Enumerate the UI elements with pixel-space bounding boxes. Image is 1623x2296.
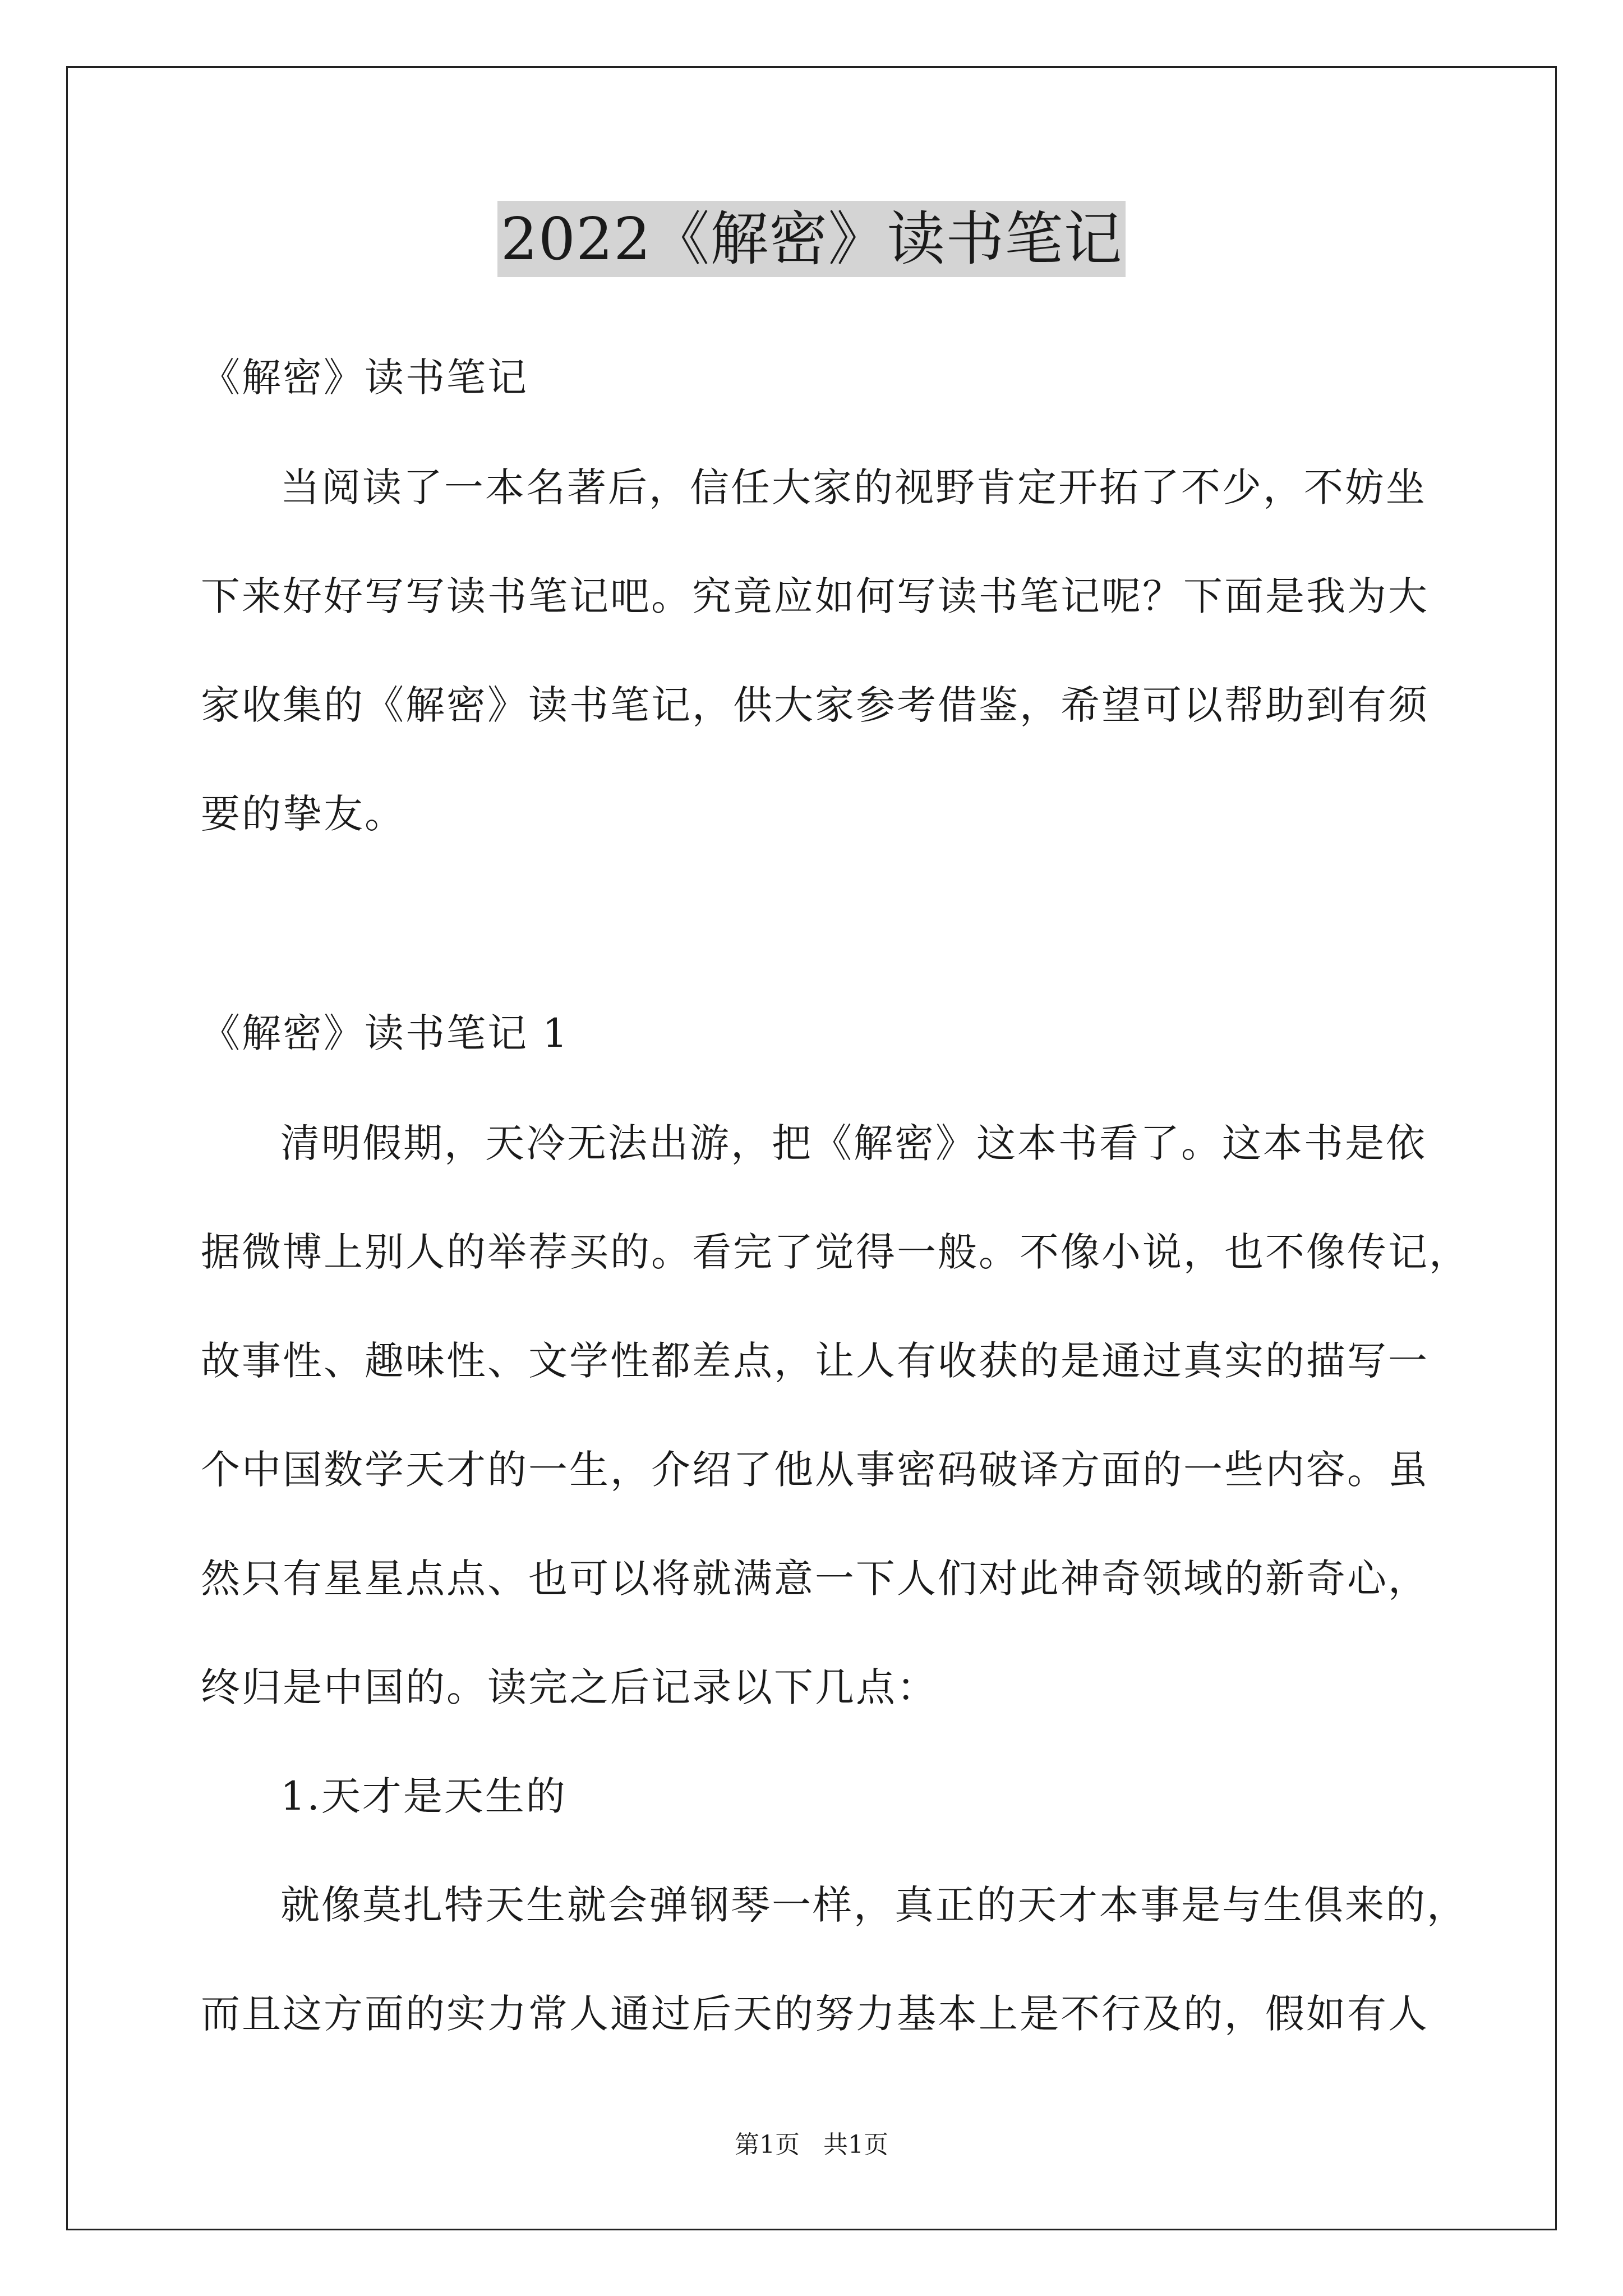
- point-line-1: 就像莫扎特天生就会弹钢琴一样，真正的天才本事是与生俱来的，: [280, 1882, 1468, 1928]
- section-line-5: 然只有星星点点、也可以将就满意一下人们对此神奇领域的新奇心，: [201, 1556, 1429, 1602]
- section-line-4: 个中国数学天才的一生，介绍了他从事密码破译方面的一些内容。虽: [201, 1447, 1429, 1493]
- subtitle: 《解密》读书笔记: [201, 355, 528, 401]
- title-container: [0, 201, 1623, 277]
- section-line-1: 清明假期，天冷无法出游，把《解密》这本书看了。这本书是依: [280, 1120, 1427, 1166]
- section-heading: 《解密》读书笔记 1: [201, 1010, 569, 1056]
- point-heading: 1.天才是天生的: [280, 1773, 567, 1819]
- point-line-2: 而且这方面的实力常人通过后天的努力基本上是不行及的，假如有人: [201, 1991, 1429, 2037]
- section-line-6: 终归是中国的。读完之后记录以下几点：: [201, 1664, 938, 1710]
- page-footer: 第1页 共1页: [735, 2131, 888, 2159]
- section-line-3: 故事性、趣味性、文学性都差点，让人有收获的是通过真实的描写一: [201, 1338, 1429, 1384]
- section-line-2: 据微博上别人的举荐买的。看完了觉得一般。不像小说，也不像传记，: [201, 1229, 1470, 1275]
- intro-line-2: 下来好好写写读书笔记吧。究竟应如何写读书笔记呢？下面是我为大: [201, 573, 1429, 619]
- document-title: 2022《解密》读书笔记: [497, 201, 1126, 277]
- intro-line-1: 当阅读了一本名著后，信任大家的视野肯定开拓了不少，不妨坐: [280, 464, 1427, 510]
- intro-line-3: 家收集的《解密》读书笔记，供大家参考借鉴，希望可以帮助到有须: [201, 682, 1429, 728]
- intro-line-4: 要的挚友。: [201, 791, 405, 837]
